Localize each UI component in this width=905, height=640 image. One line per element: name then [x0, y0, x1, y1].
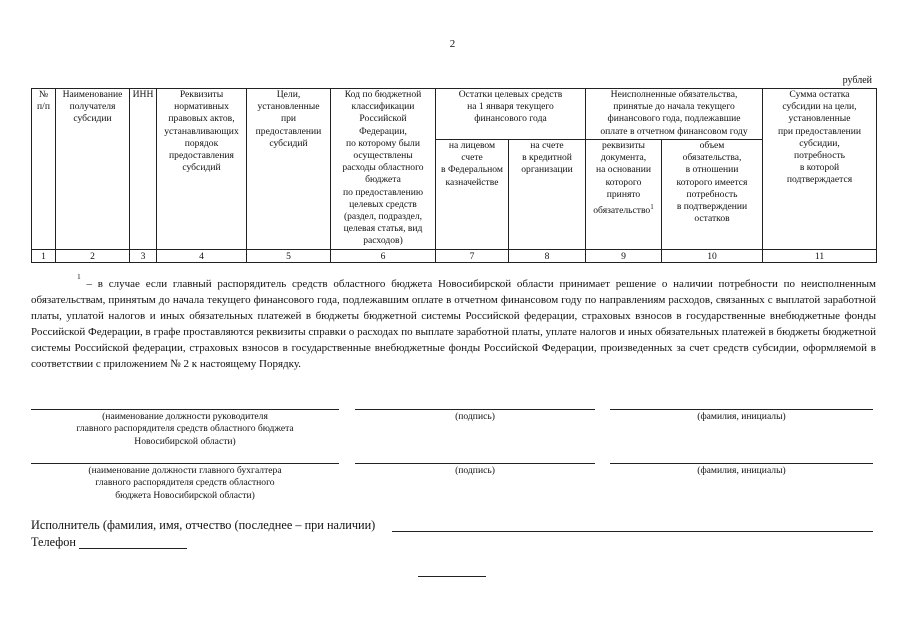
cell-line: принятые до начала текущего	[613, 101, 735, 113]
cell-line: осуществлены	[353, 150, 413, 162]
cell-line: (наименование должности главного бухгалтера	[88, 465, 282, 476]
cell-line: нормативных	[174, 101, 229, 113]
cell-line: бюджета	[365, 174, 401, 186]
cell-line: финансового года, подлежавшие	[607, 113, 741, 125]
cell-line: в подтверждении	[676, 201, 748, 213]
footnote-marker: 1	[77, 272, 81, 281]
cell-line: Остатки целевых средств	[458, 89, 563, 100]
cell-line: реквизиты	[602, 140, 645, 151]
cell-line: потребность	[686, 188, 738, 200]
head-position-caption	[31, 411, 339, 448]
cell-line: на лицевом	[448, 140, 496, 151]
cell-line: Новосибирской области)	[134, 435, 236, 447]
cell-line: главного распорядителя средств областного	[95, 477, 275, 489]
cell-line: объем	[699, 140, 725, 151]
phone-label: Телефон	[31, 535, 76, 549]
head-signature-caption: (подпись)	[455, 411, 495, 422]
column-number-1: 1	[32, 250, 56, 263]
cell-line: п/п	[37, 101, 50, 113]
cell-line: бюджета Новосибирской области)	[115, 489, 255, 501]
header-legal-acts	[157, 89, 247, 250]
cell-line: потребность	[793, 150, 846, 162]
cell-line: Сумма остатка	[789, 89, 850, 100]
head-name-line[interactable]	[610, 409, 873, 410]
cell-line: субсидии на цели,	[782, 101, 857, 113]
header-obligations-details	[586, 140, 662, 250]
header-budget-code	[331, 89, 436, 250]
column-number-3: 3	[130, 250, 157, 263]
head-name-caption: (фамилия, инициалы)	[697, 411, 786, 422]
cell-line: субсидий	[269, 137, 308, 149]
cell-line: документа,	[600, 152, 647, 164]
end-divider	[418, 576, 486, 577]
column-number-6: 6	[331, 250, 436, 263]
cell-line: установленные	[788, 113, 851, 125]
cell-line: при предоставлении	[777, 125, 862, 137]
accountant-name-caption: (фамилия, инициалы)	[697, 465, 786, 476]
cell-line: №	[38, 89, 49, 100]
header-balance	[763, 89, 877, 250]
cell-line: (наименование должности руководителя	[102, 411, 268, 422]
cell-line: обязательства,	[682, 152, 742, 164]
header-remains-group	[436, 89, 586, 140]
cell-line: счете	[461, 152, 483, 164]
phone-field-line[interactable]	[79, 548, 187, 549]
column-number-2: 2	[56, 250, 130, 263]
cell-line: получателя	[69, 101, 116, 113]
cell-line: Неисполненные обязательства,	[610, 89, 738, 100]
cell-line: предоставлении	[255, 125, 322, 137]
cell-line: обязательство$^1$	[593, 203, 654, 217]
cell-line: Реквизиты	[179, 89, 224, 100]
cell-line: расходов)	[363, 235, 403, 247]
cell-line: оплате в отчетном финансовом году	[600, 125, 748, 137]
column-numbers-row	[32, 250, 877, 263]
cell-line: принято	[606, 188, 641, 200]
header-recipient	[56, 89, 130, 250]
cell-line: Цели,	[276, 89, 301, 100]
cell-line: целевая статья, вид	[343, 223, 423, 235]
cell-line: по которому были	[346, 137, 420, 149]
cell-line: по предоставлению	[342, 186, 424, 198]
header-remains-account	[436, 140, 509, 250]
cell-line: Российской	[359, 113, 407, 125]
cell-line: порядок	[184, 137, 219, 149]
accountant-name-line[interactable]	[610, 463, 873, 464]
cell-line: на счете	[530, 140, 564, 151]
cell-line: при	[280, 113, 297, 125]
header-num	[32, 89, 56, 250]
footnote-text: – в случае если главный распорядитель средств областного бюджета Новосибирской области принимает решение о наличии потребности по неисполненным обязательствам, принятым до начала текущего финансового года, подлежавшим оплате в отчетном финансовом году по направлениям расходов, связанных с выплатой заработной платы, уплатой налогов и иных обязательных платежей в бюджеты бюджетной системы Российской федерации, страховых взносов в государственные внебюджетные фонды Российской Федерации, в графе проставляются реквизиты справки о расходах по выплате заработной платы, уплате налогов и иных обязательных платежей в бюджеты бюджетной системы Российской федерации, страховых взносов в государственные внебюджетные фонды Российской Федерации, произведенных за счет средств субсидии, оформляемой в соответствии с приложением № 2 к настоящему Порядку.	[31, 278, 876, 371]
cell-line: субсидии	[73, 113, 112, 125]
column-number-7: 7	[436, 250, 509, 263]
column-number-10: 10	[662, 250, 763, 263]
cell-line: главного распорядителя средств областного бюджета	[76, 423, 294, 435]
cell-line: на основании	[595, 164, 652, 176]
executor-label: Исполнитель (фамилия, имя, отчество (последнее – при наличии)	[31, 518, 376, 532]
header-goals	[247, 89, 331, 250]
cell-line: на 1 января текущего	[467, 101, 554, 113]
cell-line: устанавливающих	[164, 125, 239, 137]
cell-line: остатков	[694, 213, 730, 225]
cell-line: которого	[605, 176, 642, 188]
column-number-11: 11	[763, 250, 877, 263]
cell-line: целевых средств	[349, 198, 417, 210]
currency-label: рублей	[842, 75, 872, 86]
cell-line: (раздел, подраздел,	[343, 211, 423, 223]
cell-line: правовых актов,	[168, 113, 235, 125]
cell-line: подтверждается	[786, 174, 853, 186]
cell-line: в Федеральном	[441, 164, 503, 176]
header-obligations-group	[586, 89, 763, 140]
cell-line: Код по бюджетной	[344, 89, 422, 100]
accountant-position-caption	[31, 465, 339, 502]
accountant-position-line[interactable]	[31, 463, 339, 464]
page-number: 2	[449, 38, 456, 50]
cell-line: Наименование	[62, 89, 123, 100]
cell-line: организации	[521, 164, 573, 176]
cell-line: предоставления	[169, 150, 234, 162]
accountant-signature-line[interactable]	[355, 463, 595, 464]
footnote	[31, 272, 876, 373]
cell-line: в отношении	[685, 164, 739, 176]
cell-line: в кредитной	[522, 152, 572, 164]
header-inn: ИНН	[130, 89, 157, 250]
header-remains-credit	[509, 140, 586, 250]
head-signature-line[interactable]	[355, 409, 595, 410]
column-number-5: 5	[247, 250, 331, 263]
cell-line: расходы областного	[342, 162, 424, 174]
footnote-ref-marker: 1	[650, 203, 654, 212]
column-number-8: 8	[509, 250, 586, 263]
cell-line: классификации	[351, 101, 415, 113]
cell-line: финансового года	[474, 113, 547, 125]
cell-line: Федерации,	[359, 125, 407, 137]
cell-line: субсидий	[182, 162, 221, 174]
column-number-9: 9	[586, 250, 662, 263]
head-position-line[interactable]	[31, 409, 339, 410]
cell-line: в которой	[799, 162, 840, 174]
column-number-4: 4	[157, 250, 247, 263]
cell-line: установленные	[257, 101, 320, 113]
header-obligations-volume	[662, 140, 763, 250]
cell-line: которого имеется	[676, 176, 748, 188]
cell-line: субсидии,	[799, 137, 840, 149]
cell-line: казначействе	[445, 176, 499, 188]
residuals-table	[31, 88, 877, 263]
accountant-signature-caption: (подпись)	[455, 465, 495, 476]
executor-field-line[interactable]	[392, 531, 873, 532]
